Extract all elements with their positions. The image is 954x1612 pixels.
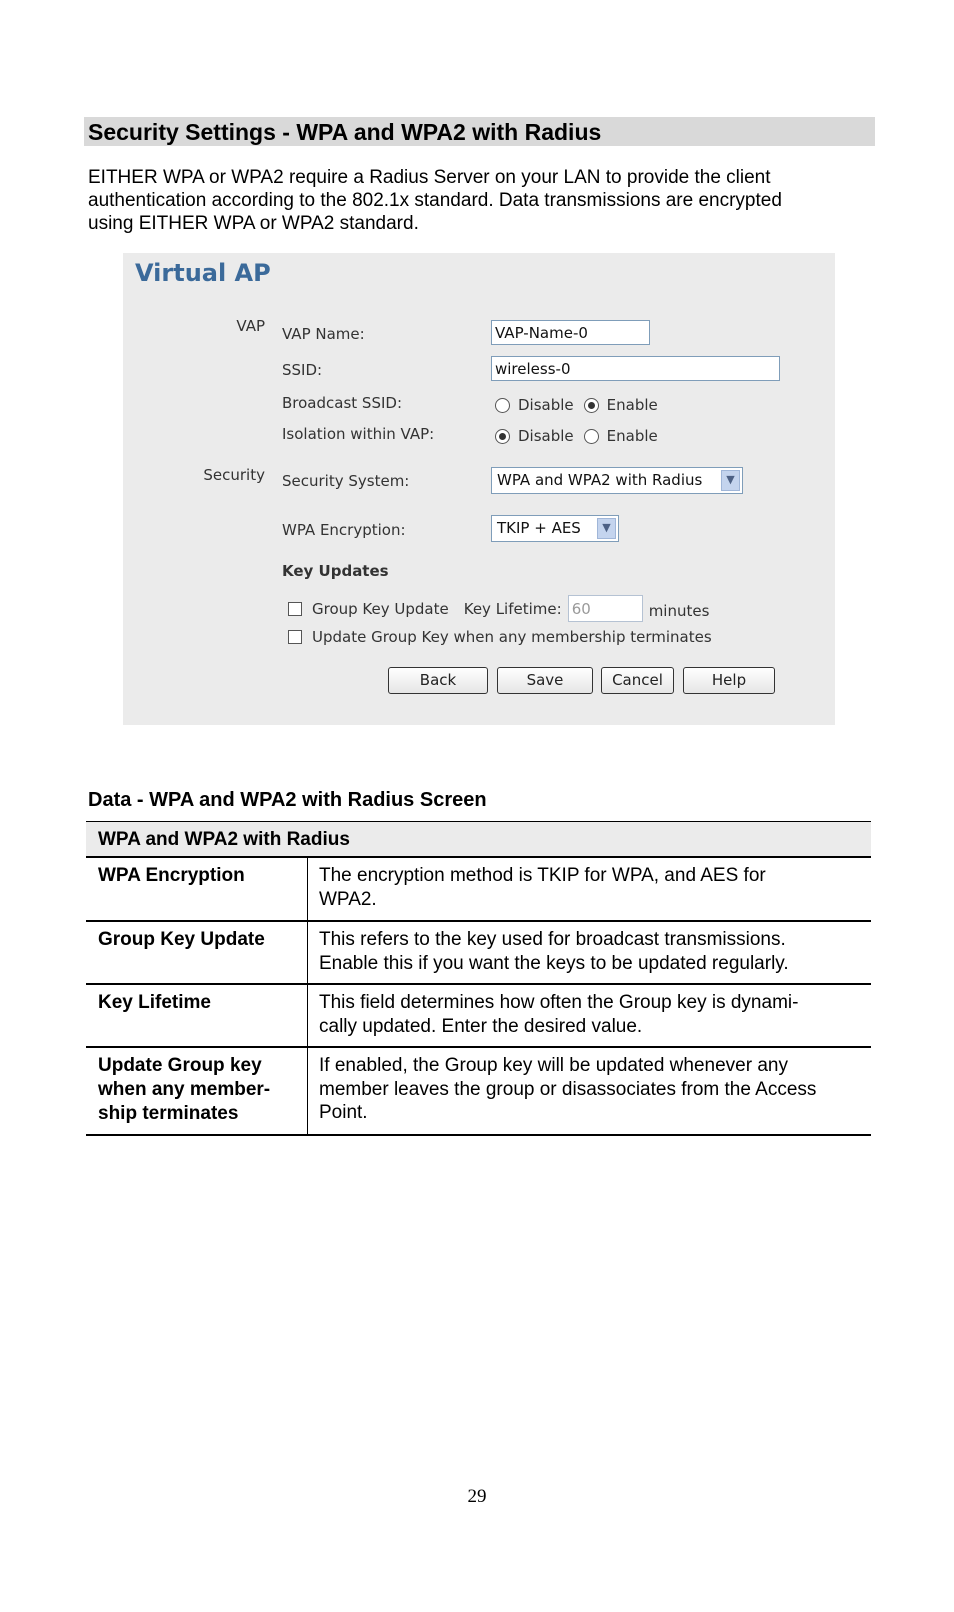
row-desc-line: cally updated. Enter the desired value. xyxy=(319,1015,643,1037)
chevron-down-icon: ▼ xyxy=(721,470,740,491)
isolation-enable-radio[interactable] xyxy=(584,429,599,444)
virtual-ap-screenshot xyxy=(123,253,835,725)
key-lifetime-label: Key Lifetime: xyxy=(463,599,562,618)
row-desc-line: WPA2. xyxy=(319,888,377,910)
row-term-line: Key Lifetime xyxy=(98,992,211,1013)
broadcast-disable-radio[interactable] xyxy=(495,398,510,413)
row-term-line: Group Key Update xyxy=(98,929,265,950)
table-row xyxy=(86,858,871,922)
security-system-select[interactable] xyxy=(491,467,743,494)
row-description xyxy=(308,858,871,920)
cancel-button[interactable]: Cancel xyxy=(601,667,674,694)
row-desc-line: Point. xyxy=(319,1102,368,1123)
vap-name-input[interactable]: VAP-Name-0 xyxy=(491,320,650,345)
row-term-line: when any member- xyxy=(98,1079,271,1100)
row-term xyxy=(86,858,308,920)
security-system-label: Security System: xyxy=(282,472,410,490)
group-key-update-label: Group Key Update xyxy=(312,599,449,618)
update-on-terminate-checkbox[interactable] xyxy=(288,630,302,644)
row-term xyxy=(86,1048,308,1134)
save-button[interactable]: Save xyxy=(497,667,593,694)
row-desc-line: This refers to the key used for broadcast transmissions. xyxy=(319,929,786,950)
table-row xyxy=(86,1048,871,1136)
broadcast-enable-radio[interactable] xyxy=(584,398,599,413)
group-key-update-checkbox[interactable] xyxy=(288,602,302,616)
key-lifetime-input[interactable]: 60 xyxy=(568,595,643,622)
security-system-value: WPA and WPA2 with Radius xyxy=(497,471,703,489)
vap-name-label: VAP Name: xyxy=(282,325,365,343)
key-lifetime-unit: minutes xyxy=(648,601,710,620)
row-description xyxy=(308,985,871,1046)
intro-line: using EITHER WPA or WPA2 standard. xyxy=(88,213,419,234)
broadcast-ssid-radio-group xyxy=(495,396,668,414)
intro-line: authentication according to the 802.1x standard. Data transmissions are encrypted xyxy=(88,190,782,211)
group-label-vap: VAP xyxy=(236,317,265,335)
page-number: 29 xyxy=(467,1486,487,1507)
group-label-security: Security xyxy=(203,466,265,484)
update-on-terminate-row xyxy=(288,628,712,646)
group-key-update-row xyxy=(288,595,709,622)
ssid-input[interactable]: wireless-0 xyxy=(491,356,780,381)
data-table xyxy=(86,821,871,1136)
wpa-encryption-label: WPA Encryption: xyxy=(282,521,406,539)
broadcast-disable-label: Disable xyxy=(518,396,574,414)
table-row xyxy=(86,922,871,985)
help-button[interactable]: Help xyxy=(683,667,775,694)
intro-line: EITHER WPA or WPA2 require a Radius Server on your LAN to provide the client xyxy=(88,167,771,188)
update-on-terminate-label: Update Group Key when any membership terminates xyxy=(312,628,712,646)
row-desc-line: member leaves the group or disassociates from the Access xyxy=(319,1078,817,1100)
row-desc-line: The encryption method is TKIP for WPA, and AES for xyxy=(319,865,766,886)
broadcast-enable-label: Enable xyxy=(606,396,658,414)
row-term xyxy=(86,922,308,983)
row-desc-line: This field determines how often the Group key is dynami- xyxy=(319,992,799,1013)
intro-paragraph xyxy=(88,166,868,235)
isolation-label: Isolation within VAP: xyxy=(282,425,435,443)
row-desc-line: If enabled, the Group key will be updated whenever any xyxy=(319,1055,788,1076)
wpa-encryption-select[interactable] xyxy=(491,515,619,542)
row-term-line: ship terminates xyxy=(98,1103,239,1124)
row-term-line: Update Group key xyxy=(98,1055,262,1076)
back-button[interactable]: Back xyxy=(388,667,488,694)
row-description xyxy=(308,1048,871,1134)
table-row xyxy=(86,985,871,1048)
wpa-encryption-value: TKIP + AES xyxy=(497,519,581,537)
row-description xyxy=(308,922,871,983)
section-title: Security Settings - WPA and WPA2 with Radius xyxy=(88,119,602,145)
row-term-line: WPA Encryption xyxy=(98,865,245,886)
row-desc-line: Enable this if you want the keys to be updated regularly. xyxy=(319,952,789,974)
table-caption: Data - WPA and WPA2 with Radius Screen xyxy=(88,789,487,811)
table-header: WPA and WPA2 with Radius xyxy=(86,821,871,858)
key-updates-heading: Key Updates xyxy=(282,562,389,580)
isolation-disable-label: Disable xyxy=(518,427,574,445)
ssid-label: SSID: xyxy=(282,361,323,379)
panel-title: Virtual AP xyxy=(135,259,271,287)
row-term xyxy=(86,985,308,1046)
isolation-disable-radio[interactable] xyxy=(495,429,510,444)
broadcast-ssid-label: Broadcast SSID: xyxy=(282,394,402,412)
chevron-down-icon: ▼ xyxy=(597,518,616,539)
isolation-enable-label: Enable xyxy=(606,427,658,445)
isolation-radio-group xyxy=(495,427,668,445)
